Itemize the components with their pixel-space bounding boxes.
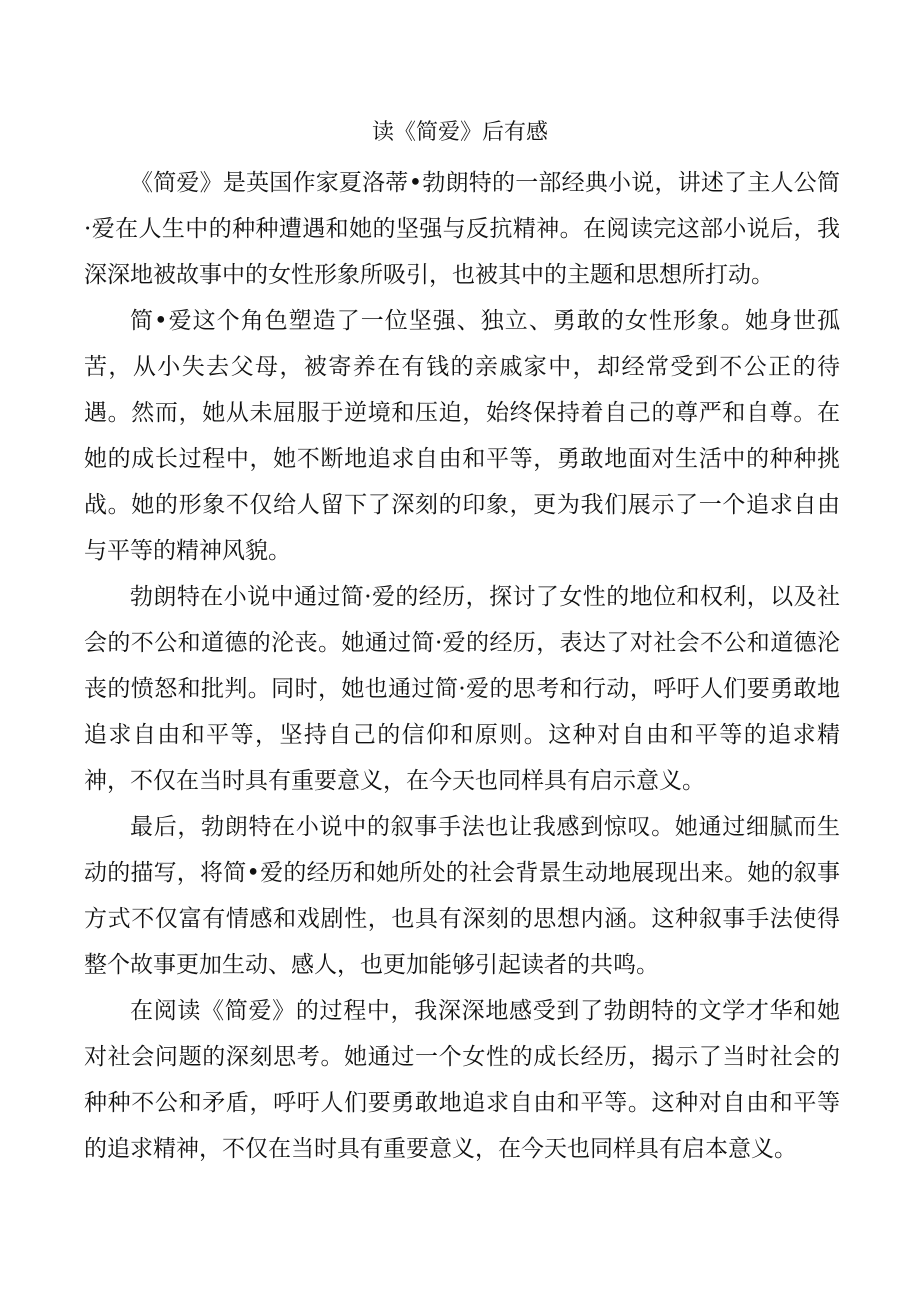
- document-body: [84, 160, 840, 1172]
- paragraph-4: 最后，勃朗特在小说中的叙事手法也让我感到惊叹。她通过细腻而生动的描写，将简•爱的经历和她所处的社会背景生动地展现出来。她的叙事方式不仅富有情感和戏剧性，也具有深刻的思想内涵。这种叙事手法使得整个故事更加生动、感人，也更加能够引起读者的共鸣。: [84, 814, 840, 978]
- paragraph-5: 在阅读《简爱》的过程中，我深深地感受到了勃朗特的文学才华和她对社会问题的深刻思考。她通过一个女性的成长经历，揭示了当时社会的种种不公和矛盾，呼吁人们要勇敢地追求自由和平等。这种对自由和平等的追求精神，不仅在当时具有重要意义，在今天也同样具有启本意义。: [84, 998, 840, 1162]
- paragraph-1: 《简爱》是英国作家夏洛蒂•勃朗特的一部经典小说，讲述了主人公简·爱在人生中的种种遭遇和她的坚强与反抗精神。在阅读完这部小说后，我深深地被故事中的女性形象所吸引，也被其中的主题和思想所打动。: [84, 170, 840, 288]
- document-title: 读《简爱》后有感: [371, 120, 548, 145]
- paragraph-3: 勃朗特在小说中通过简·爱的经历，探讨了女性的地位和权利，以及社会的不公和道德的沦丧。她通过简·爱的经历，表达了对社会不公和道德沦丧的愤怒和批判。同时，她也通过简·爱的思考和行动，呼吁人们要勇敢地追求自由和平等，坚持自己的信仰和原则。这种对自由和平等的追求精神，不仅在当时具有重要意义，在今天也同样具有启示意义。: [84, 584, 840, 794]
- paragraph-2: 简•爱这个角色塑造了一位坚强、独立、勇敢的女性形象。她身世孤苦，从小失去父母，被寄养在有钱的亲戚家中，却经常受到不公正的待遇。然而，她从未屈服于逆境和压迫，始终保持着自己的尊严和自尊。在她的成长过程中，她不断地追求自由和平等，勇敢地面对生活中的种种挑战。她的形象不仅给人留下了深刻的印象，更为我们展示了一个追求自由与平等的精神风貌。: [84, 308, 840, 564]
